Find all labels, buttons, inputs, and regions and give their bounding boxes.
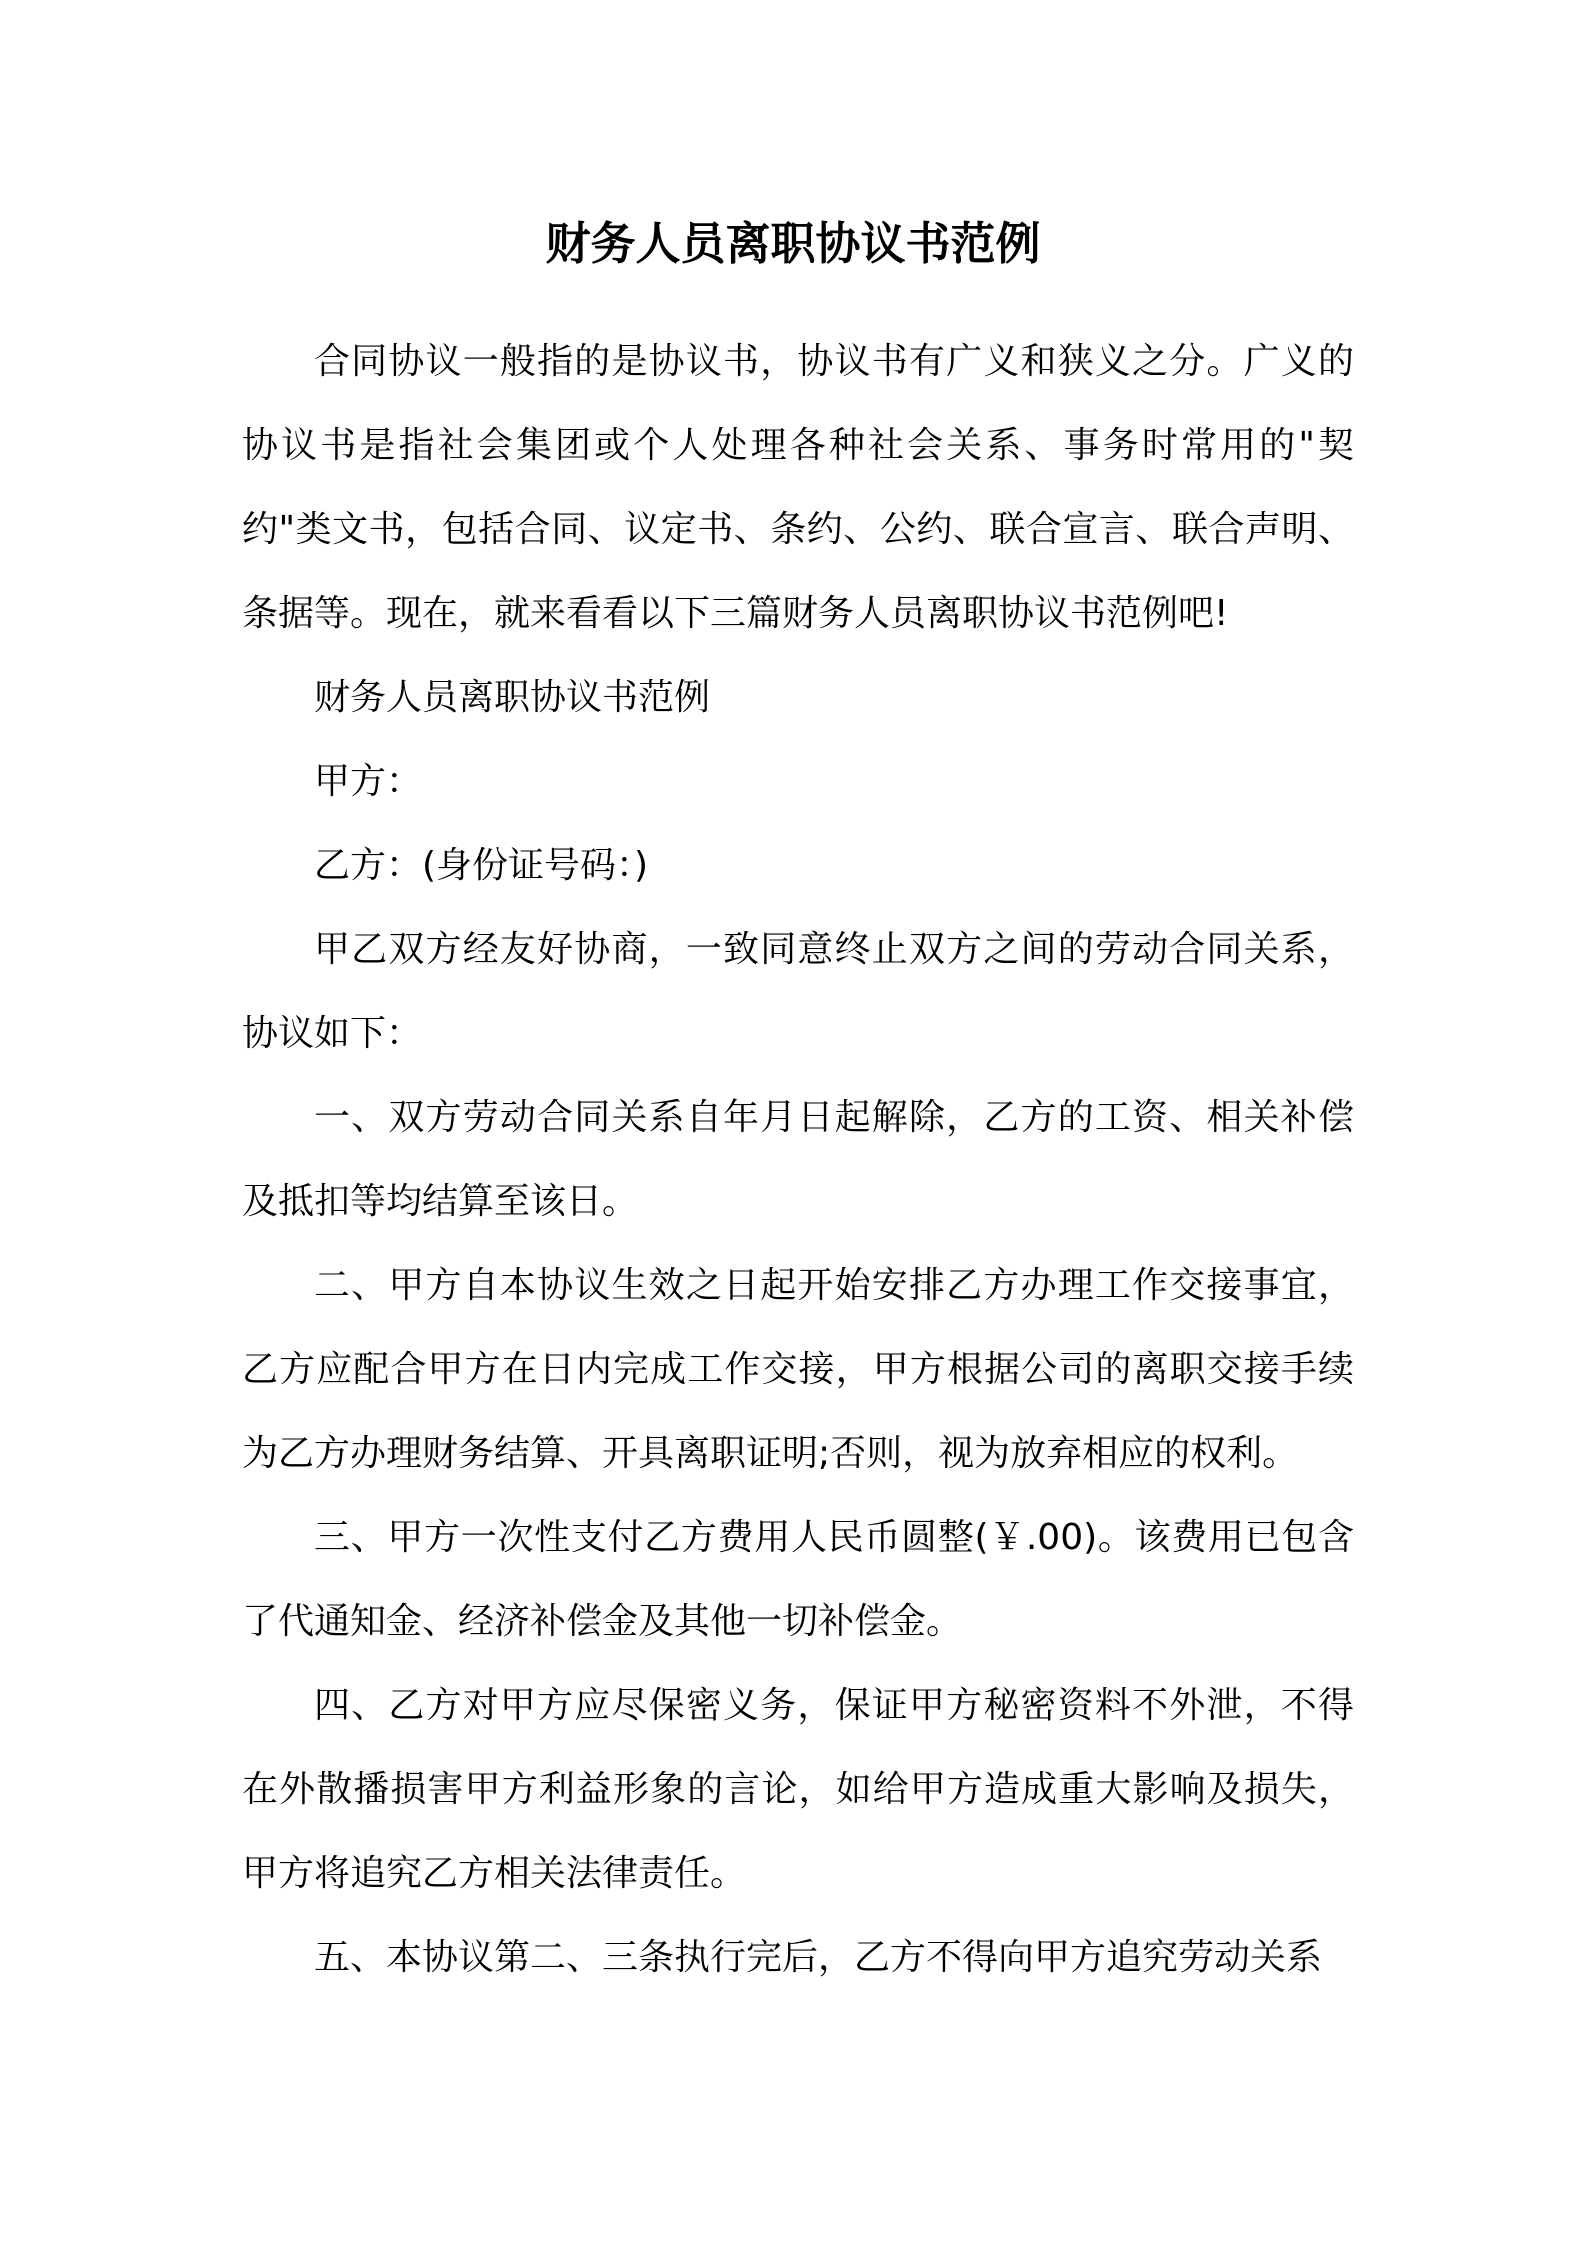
clause-1: 一、双方劳动合同关系自年月日起解除，乙方的工资、相关补偿及抵扣等均结算至该日。 xyxy=(242,1097,1354,1222)
document-body xyxy=(242,320,1354,2000)
clause-5: 五、本协议第二、三条执行完后，乙方不得向甲方追究劳动关系 xyxy=(314,1937,1323,1978)
intro-paragraph: 合同协议一般指的是协议书，协议书有广义和狭义之分。广义的协议书是指社会集团或个人处理各种社会关系、事务时常用的"契约"类文书，包括合同、议定书、条约、公约、联合宣言、联合声明、条据等。现在，就来看看以下三篇财务人员离职协议书范例吧! xyxy=(242,341,1354,634)
clause-2: 二、甲方自本协议生效之日起开始安排乙方办理工作交接事宜，乙方应配合甲方在日内完成工作交接，甲方根据公司的离职交接手续为乙方办理财务结算、开具离职证明;否则，视为放弃相应的权利。 xyxy=(242,1265,1354,1474)
agreement-preamble: 甲乙双方经友好协商，一致同意终止双方之间的劳动合同关系，协议如下： xyxy=(242,929,1354,1054)
clause-3: 三、甲方一次性支付乙方费用人民币圆整(￥.00)。该费用已包含了代通知金、经济补偿金及其他一切补偿金。 xyxy=(242,1517,1354,1642)
party-b-line: 乙方：(身份证号码：) xyxy=(314,845,649,886)
party-a-line: 甲方： xyxy=(314,761,423,802)
document-title: 财务人员离职协议书范例 xyxy=(545,217,1041,270)
section-heading: 财务人员离职协议书范例 xyxy=(314,677,711,718)
clause-4: 四、乙方对甲方应尽保密义务，保证甲方秘密资料不外泄，不得在外散播损害甲方利益形象的言论，如给甲方造成重大影响及损失，甲方将追究乙方相关法律责任。 xyxy=(242,1685,1354,1894)
